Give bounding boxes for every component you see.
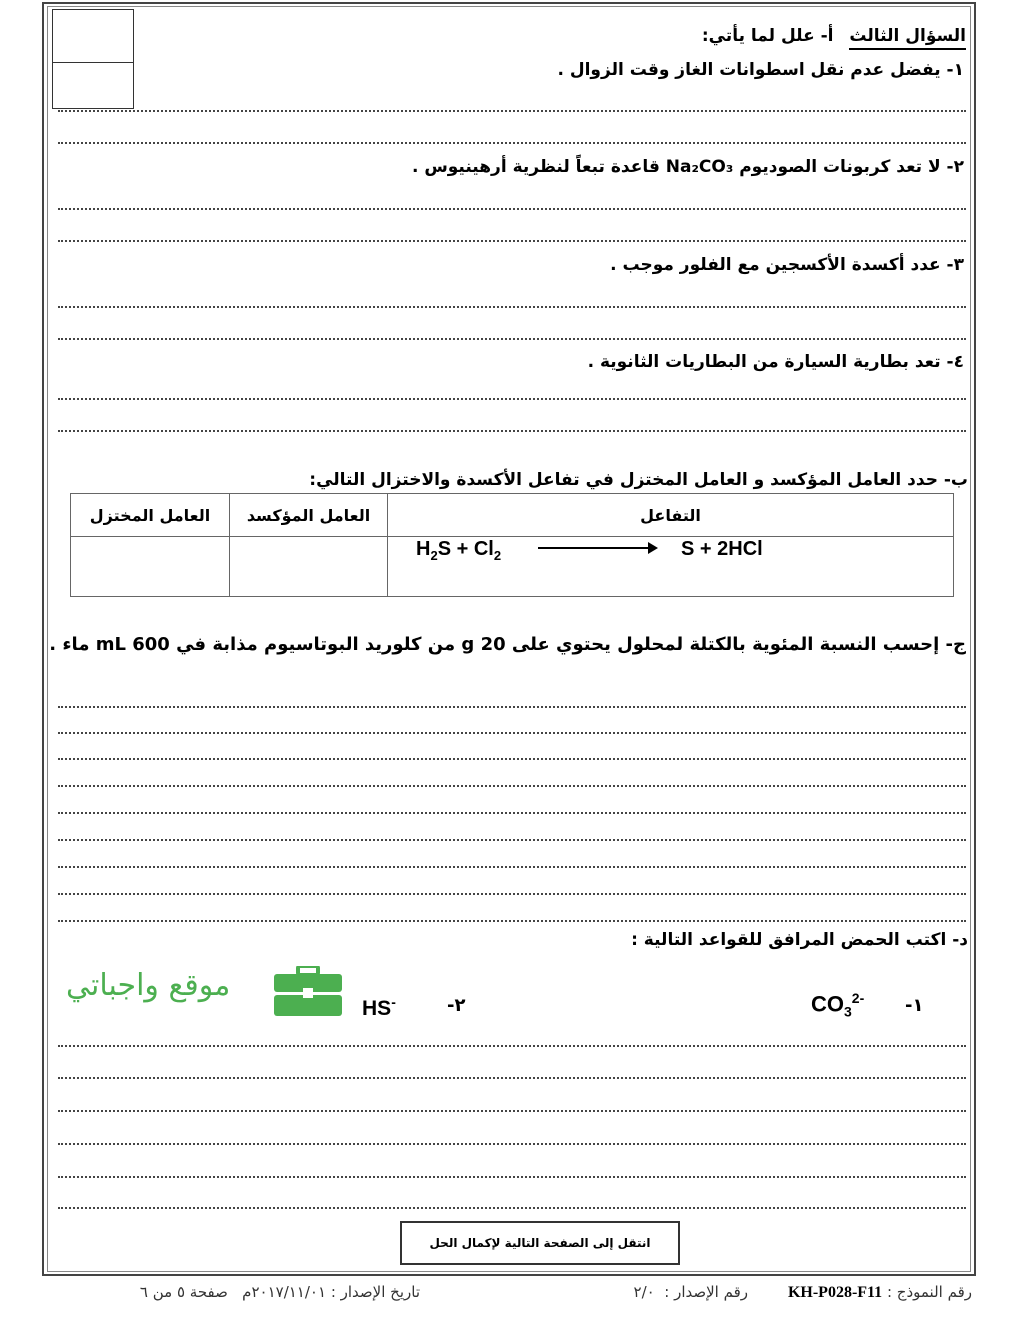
answer-line[interactable] xyxy=(58,1077,966,1079)
header-reaction: التفاعل xyxy=(388,494,954,537)
reducing-answer-cell[interactable] xyxy=(71,537,230,597)
answer-line[interactable] xyxy=(58,1045,966,1047)
answer-line[interactable] xyxy=(58,208,966,210)
reactants: $H_2S + Cl_2$ xyxy=(416,538,502,563)
answer-line[interactable] xyxy=(58,1143,966,1145)
item-4: ٤- تعد بطارية السيارة من البطاريات الثانوية . xyxy=(587,352,964,372)
item-3: ٣- عدد أكسدة الأكسجين مع الفلور موجب . xyxy=(610,255,964,275)
part-d-prompt: د- اكتب الحمض المرافق للقواعد التالية : xyxy=(631,930,968,950)
footer-date: تاريخ الإصدار : ٢٠١٧/١١/٠١م صفحة ٥ من ٦ xyxy=(139,1283,420,1301)
answer-line[interactable] xyxy=(58,1207,966,1209)
answer-line[interactable] xyxy=(58,839,966,841)
answer-line[interactable] xyxy=(58,1176,966,1178)
part-b-prompt: ب- حدد العامل المؤكسد و العامل المختزل في تفاعل الأكسدة والاختزال التالي: xyxy=(309,470,968,490)
reaction-arrow-icon xyxy=(538,547,656,549)
part-a-intro: أ- علل لما يأتي: xyxy=(701,26,834,46)
item-2: ٢- لا تعد كربونات الصوديوم Na₂CO₃ قاعدة تبعاً لنظرية أرهينيوس . xyxy=(411,157,964,177)
question-header xyxy=(702,26,966,46)
answer-line[interactable] xyxy=(58,812,966,814)
header-oxidizing: العامل المؤكسد xyxy=(230,494,388,537)
answer-line[interactable] xyxy=(58,142,966,144)
redox-table xyxy=(70,493,954,597)
grade-box xyxy=(52,9,134,109)
logo-text: موقع واجباتي xyxy=(66,968,231,1003)
item-1: ١- يفضل عدم نقل اسطوانات الغاز وقت الزوال . xyxy=(557,60,964,80)
site-logo xyxy=(66,960,346,1020)
question-title: السؤال الثالث xyxy=(849,26,966,50)
answer-line[interactable] xyxy=(58,110,966,112)
answer-line[interactable] xyxy=(58,306,966,308)
briefcase-icon xyxy=(274,966,342,1016)
footer-version: رقم الإصدار : ٢/٠ xyxy=(633,1283,748,1301)
answer-line[interactable] xyxy=(58,758,966,760)
products: S + 2HCl xyxy=(681,538,763,560)
answer-line[interactable] xyxy=(58,785,966,787)
part-j-prompt: ج- إحسب النسبة المئوية بالكتلة لمحلول يحتوي على 20 g من كلوريد البوتاسيوم مذابة في 600 mL ماء . xyxy=(49,634,966,655)
answer-line[interactable] xyxy=(58,398,966,400)
item2-number: ٢- xyxy=(447,995,466,1016)
answer-line[interactable] xyxy=(58,706,966,708)
item1-number: ١- xyxy=(905,995,924,1016)
answer-line[interactable] xyxy=(58,732,966,734)
answer-line[interactable] xyxy=(58,430,966,432)
formula-hydrosulfide: HS- xyxy=(362,994,396,1020)
oxidizing-answer-cell[interactable] xyxy=(230,537,388,597)
header-reducing: العامل المختزل xyxy=(71,494,230,537)
answer-line[interactable] xyxy=(58,338,966,340)
answer-line[interactable] xyxy=(58,920,966,922)
answer-line[interactable] xyxy=(58,893,966,895)
next-page-note: انتقل إلى الصفحة التالية لإكمال الحل xyxy=(400,1221,680,1265)
answer-line[interactable] xyxy=(58,866,966,868)
answer-line[interactable] xyxy=(58,1110,966,1112)
footer-model: رقم النموذج : KH-P028-F11 xyxy=(787,1283,972,1301)
answer-line[interactable] xyxy=(58,240,966,242)
formula-carbonate: $CO_3^{2-}$ xyxy=(811,990,865,1020)
